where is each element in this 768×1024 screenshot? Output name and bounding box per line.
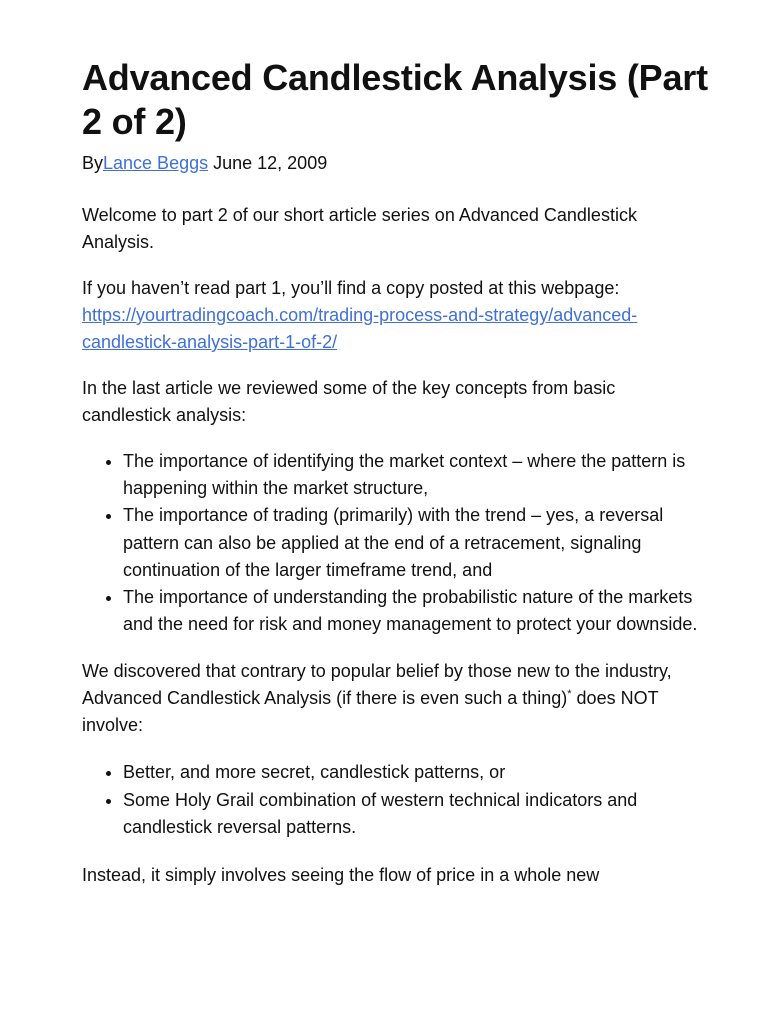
- list-item: • The importance of identifying the market context – where the pattern is happening within the market structure,: [123, 448, 708, 502]
- publish-date: June 12, 2009: [208, 153, 328, 173]
- discovery-paragraph: [82, 658, 708, 739]
- intro-paragraph: Welcome to part 2 of our short article series on Advanced Candlestick Analysis.: [82, 205, 637, 252]
- list-item: • Better, and more secret, candlestick patterns, or: [123, 759, 708, 786]
- author-link[interactable]: Lance Beggs: [103, 153, 209, 173]
- byline-prefix: By: [82, 153, 104, 173]
- article-title: Advanced Candlestick Analysis (Part 2 of 2): [82, 57, 708, 142]
- list-item: • The importance of understanding the probabilistic nature of the markets and the need for risk and money management to protect your downside.: [123, 584, 708, 638]
- part1-reference-text: If you haven’t read part 1, you’ll find a copy posted at this webpage:: [82, 278, 620, 298]
- footnote-marker: *: [567, 688, 572, 701]
- not-involved-list: [82, 759, 708, 841]
- key-concepts-list: [82, 448, 708, 638]
- part1-article-link[interactable]: https://yourtradingcoach.com/trading-process-and-strategy/advanced-candlestick-analysis-part-1-of-2/: [82, 305, 638, 352]
- instead-paragraph: Instead, it simply involves seeing the flow of price in a whole new: [82, 865, 600, 886]
- list-item: • The importance of trading (primarily) with the trend – yes, a reversal pattern can also be applied at the end of a retracement, signaling continuation of the larger timeframe trend, and: [123, 502, 708, 584]
- discovery-text-end: does NOT involve:: [82, 688, 659, 736]
- byline: [82, 150, 708, 176]
- list-item: • Some Holy Grail combination of western technical indicators and candlestick reversal patterns.: [123, 787, 708, 841]
- part1-reference-paragraph: [82, 275, 708, 356]
- review-paragraph: In the last article we reviewed some of the key concepts from basic candlestick analysis:: [82, 378, 616, 425]
- discovery-text: We discovered that contrary to popular belief by those new to the industry, Advanced Candlestick Analysis (if there is even such a thing): [82, 661, 672, 709]
